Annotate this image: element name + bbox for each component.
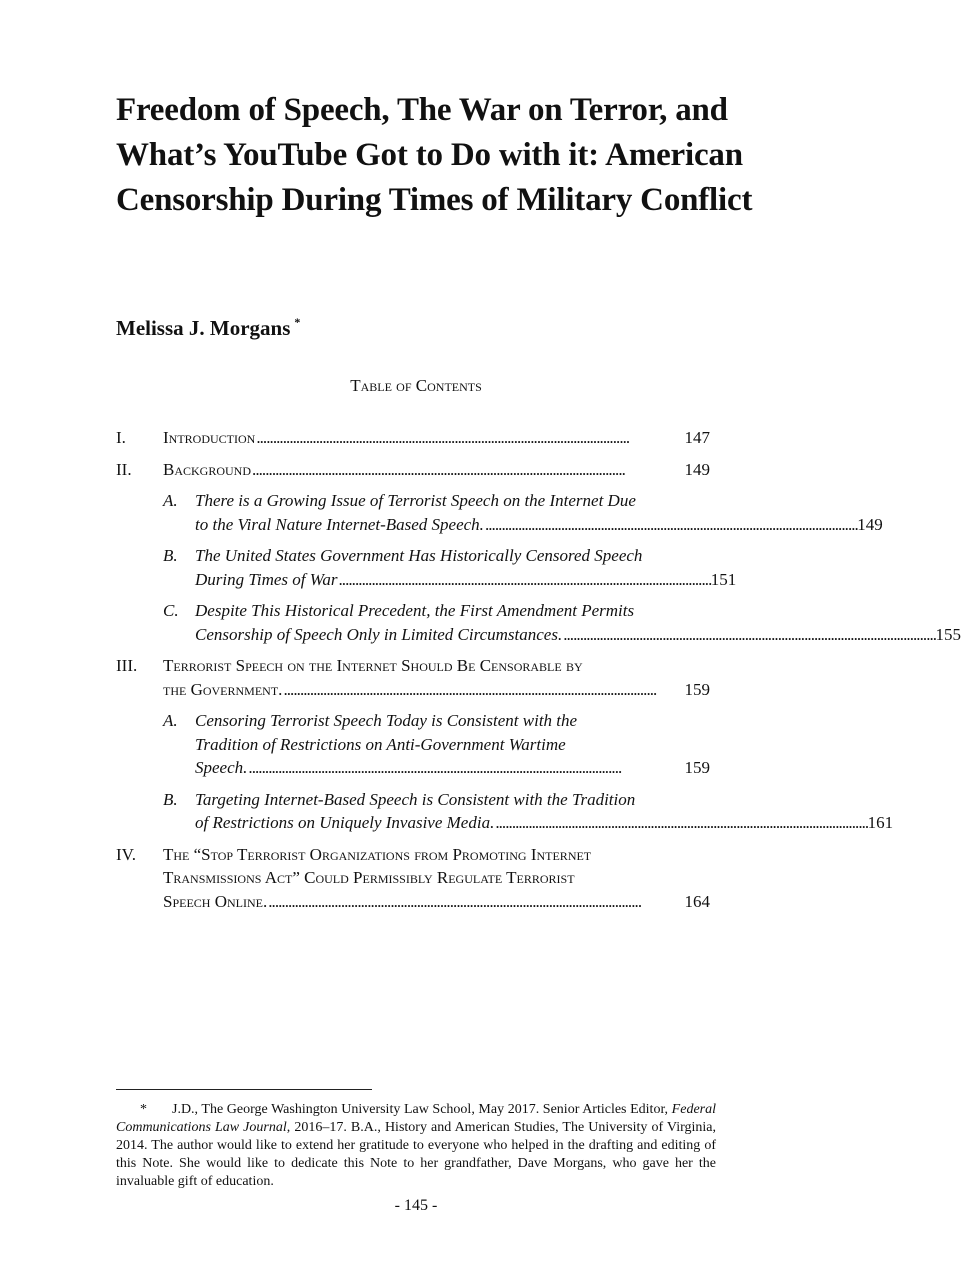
- toc-entry-leader-line: [195, 811, 893, 835]
- toc-entry-line: Targeting Internet-Based Speech is Consistent with the Tradition: [195, 789, 636, 809]
- toc-entry-line: Introduction: [163, 428, 256, 447]
- dot-leader: [252, 458, 683, 482]
- toc-entry-leader-line: [195, 756, 710, 780]
- toc-entry-line: Despite This Historical Precedent, the First Amendment Permits: [195, 601, 635, 620]
- toc-entry-leader-line: [195, 623, 961, 647]
- dot-leader: [283, 678, 683, 702]
- toc-entry-line: Speech.: [195, 758, 248, 777]
- toc-entry-number: [116, 544, 163, 591]
- toc-entry[interactable]: [116, 426, 710, 450]
- toc-page-number: 159: [684, 758, 710, 777]
- toc-entry-number: [116, 599, 163, 646]
- toc-entry-line: Terrorist Speech on the Internet Should Be Censorable by: [163, 656, 583, 675]
- toc-entry-leader-line: [195, 568, 736, 592]
- toc-entry-line: to the Viral Nature Internet-Based Speech.: [195, 514, 484, 534]
- toc-entry-text: [163, 788, 893, 835]
- footnote-separator: [116, 1089, 372, 1090]
- toc-entry-text: [163, 458, 710, 482]
- toc-page-number: 161: [867, 813, 894, 832]
- toc-entry-line: The United States Government Has Historically Censored Speech: [195, 546, 643, 565]
- toc-page-number: 151: [710, 569, 737, 589]
- toc-entry-leader-line: [163, 458, 710, 482]
- footnote: [116, 1101, 716, 1191]
- toc-entry-text: [163, 599, 961, 646]
- footnote-marker: *: [140, 1102, 147, 1117]
- toc-entry-letter: A.: [163, 711, 178, 730]
- dot-leader: [256, 426, 683, 450]
- toc-entry-text: [163, 544, 736, 591]
- toc-entry-number: III.: [116, 656, 138, 675]
- toc-entry-number: I.: [116, 428, 126, 447]
- footnote-text-2: , 2016–17. B.A., History and American Studies, The University of Virginia, 2014. The author would like to extend her gratitude to everyone who helped in the drafting and editing of this Note. She would like to dedicate this Note to her grandfather, Dave Morgans, who gave her the invaluable gift of education.: [116, 1120, 716, 1189]
- toc-page-number: 164: [684, 891, 710, 911]
- toc-entry[interactable]: [116, 788, 894, 835]
- toc-page-number: 155: [935, 624, 961, 644]
- toc-entry-leader-line: [163, 426, 710, 450]
- toc-entry-text: [163, 489, 883, 536]
- toc-entry-line: Speech Online.: [163, 891, 268, 911]
- toc-entry-line: Background: [163, 459, 252, 479]
- toc-entry-number: II.: [116, 459, 132, 479]
- toc-entry-text: [163, 843, 710, 914]
- author-footnote-marker[interactable]: *: [294, 315, 301, 329]
- toc-entry-leader-line: [163, 890, 710, 914]
- toc-entry-line: There is a Growing Issue of Terrorist Speech on the Internet Due: [195, 491, 636, 510]
- table-of-contents: [116, 426, 961, 921]
- toc-entry-line: Tradition of Restrictions on Anti-Government Wartime: [195, 734, 566, 754]
- toc-entry-text: [163, 426, 710, 450]
- toc-entry[interactable]: [116, 544, 737, 591]
- toc-entry-number: [116, 489, 163, 536]
- toc-entry-line: Transmissions Act” Could Permissibly Regulate Terrorist: [163, 868, 575, 887]
- dot-leader: [248, 756, 683, 780]
- author-name-text: Melissa J. Morgans: [116, 316, 291, 340]
- toc-entry-letter: C.: [163, 601, 179, 620]
- toc-entry-line: the Government.: [163, 679, 283, 699]
- toc-entry[interactable]: [116, 709, 710, 780]
- dot-leader: [268, 890, 683, 914]
- toc-entry-line: of Restrictions on Uniquely Invasive Media.: [195, 813, 495, 832]
- dot-leader: [563, 623, 934, 647]
- toc-page-number: 159: [684, 679, 710, 699]
- toc-entry-number: IV.: [116, 844, 136, 864]
- toc-page-number: 149: [857, 514, 883, 534]
- toc-entry-letter: B.: [163, 789, 178, 809]
- toc-entry-leader-line: [195, 513, 883, 537]
- toc-entry-line: During Times of War: [195, 569, 338, 589]
- toc-entry[interactable]: [116, 489, 883, 536]
- toc-entry[interactable]: [116, 843, 710, 914]
- footnote-journal: Federal Communications Law Journal: [116, 1102, 716, 1135]
- toc-entry-letter: B.: [163, 546, 178, 565]
- toc-entry-number: [116, 709, 163, 780]
- toc-page-number: 149: [684, 459, 710, 479]
- author-name: [116, 307, 300, 343]
- dot-leader: [338, 568, 709, 592]
- toc-entry-line: Censoring Terrorist Speech Today is Consistent with the: [195, 711, 578, 730]
- toc-entry[interactable]: [116, 599, 961, 646]
- toc-entry-number: [116, 788, 163, 835]
- toc-entry-leader-line: [163, 678, 710, 702]
- toc-entry-letter: A.: [163, 491, 178, 510]
- toc-heading: Table of Contents: [350, 376, 482, 395]
- toc-entry-text: [163, 654, 710, 701]
- toc-entry[interactable]: [116, 654, 710, 701]
- article-title: Freedom of Speech, The War on Terror, and What’s YouTube Got to Do with it: American Censorship During Times of Military Conflict: [116, 92, 753, 218]
- toc-page-number: 147: [684, 428, 710, 447]
- toc-entry-line: Censorship of Speech Only in Limited Circumstances.: [195, 624, 563, 644]
- dot-leader: [485, 513, 856, 537]
- footnote-text-1: J.D., The George Washington University Law School, May 2017. Senior Articles Editor,: [172, 1102, 672, 1117]
- toc-entry-line: The “Stop Terrorist Organizations from Promoting Internet: [163, 844, 592, 864]
- toc-entry-text: [163, 709, 710, 780]
- toc-entry[interactable]: [116, 458, 710, 482]
- dot-leader: [495, 811, 866, 835]
- page-number: - 145 -: [394, 1197, 438, 1214]
